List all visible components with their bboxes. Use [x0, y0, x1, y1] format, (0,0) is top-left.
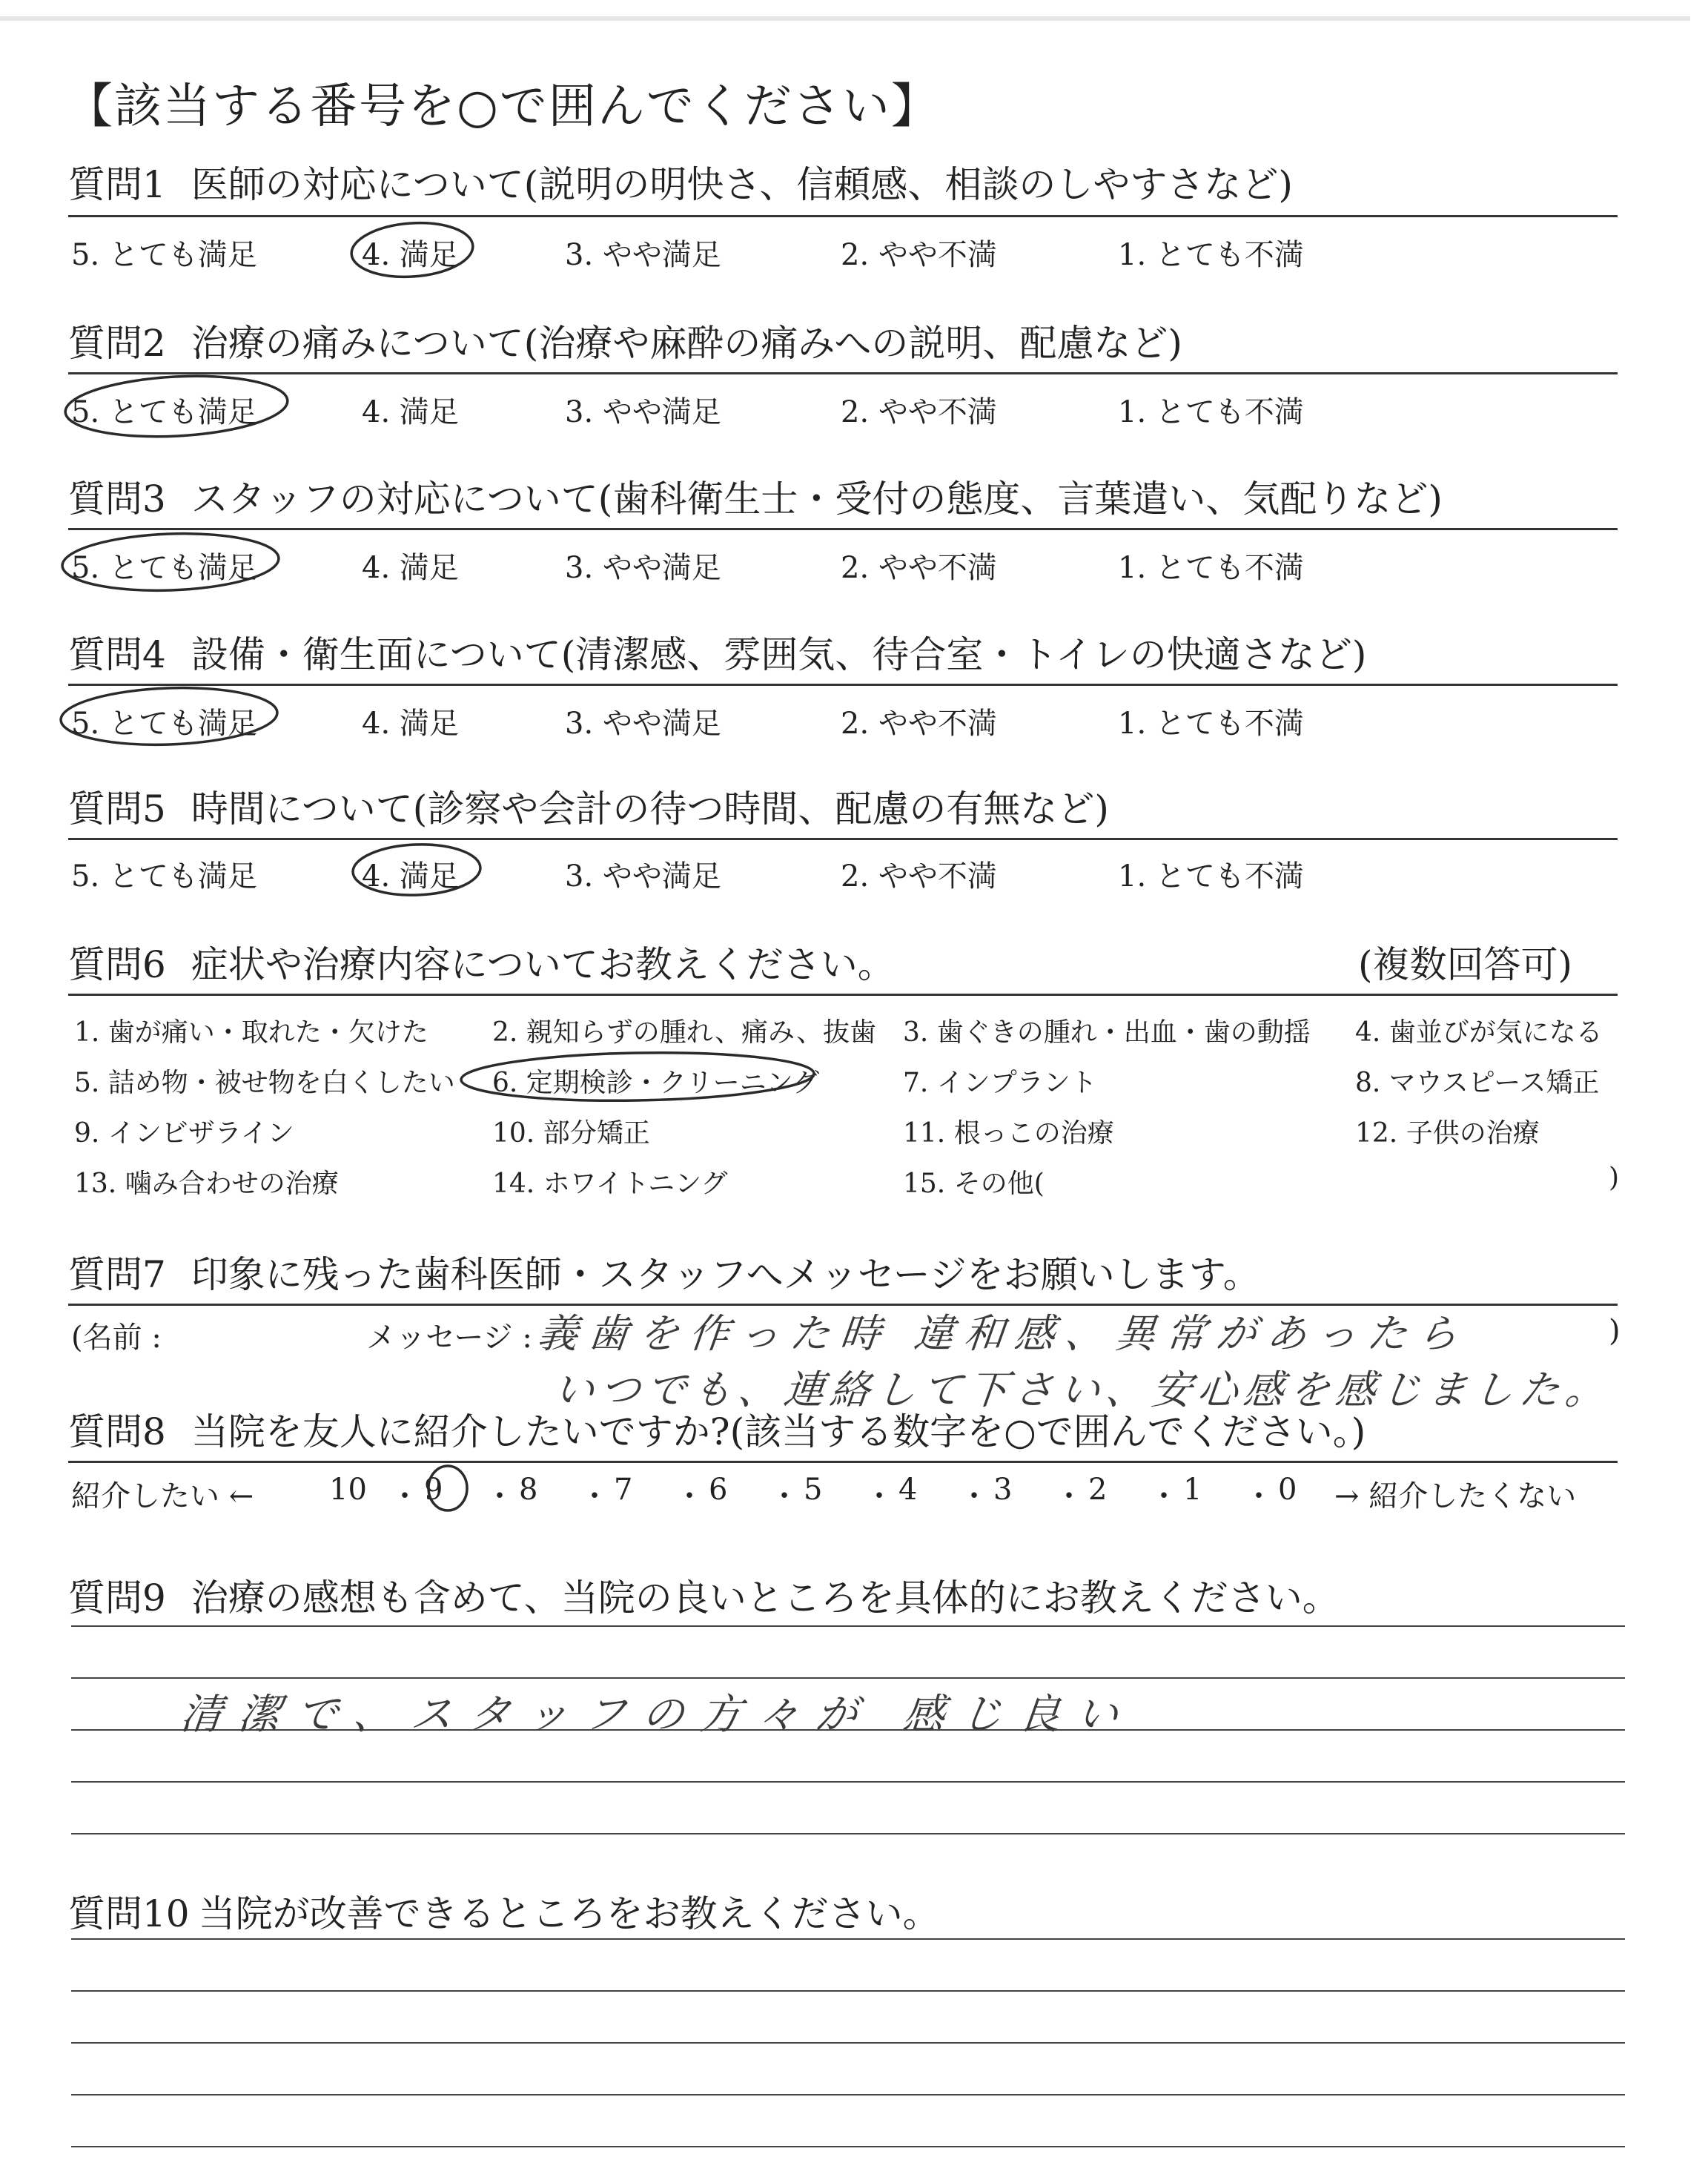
message-label: メッセージ :: [366, 1321, 532, 1355]
recommend-label: 紹介したい ←: [71, 1479, 254, 1513]
scale-value-9[interactable]: 9: [424, 1473, 443, 1507]
question-text: スタッフの対応について(歯科衛生士・受付の態度、言葉遣い、気配りなど): [191, 478, 1443, 521]
option-3[interactable]: 3. やや満足: [565, 238, 721, 272]
writing-line: [71, 1781, 1625, 1783]
writing-line: [71, 1625, 1625, 1627]
option-5[interactable]: 5. とても満足: [71, 859, 257, 894]
handwritten-message-line-1: 義歯を作った時 違和感、異常があったら: [535, 1310, 1471, 1357]
question-2: [68, 322, 1182, 365]
divider: [68, 1461, 1618, 1463]
question-text: 症状や治療内容についてお教えください。: [191, 943, 895, 986]
writing-line: [71, 2146, 1625, 2147]
scale-value-8[interactable]: 8: [519, 1473, 538, 1507]
option-other[interactable]: 15. その他(: [903, 1169, 1045, 1199]
top-border: [0, 16, 1690, 21]
option-3[interactable]: 3. やや満足: [565, 707, 721, 741]
option-1[interactable]: 1. とても不満: [1118, 707, 1304, 741]
scale-value-7[interactable]: 7: [614, 1473, 633, 1507]
scale-separator-dot: ・: [769, 1479, 799, 1513]
option-3[interactable]: 3. やや満足: [565, 859, 721, 894]
question-label: 質問3: [68, 478, 166, 521]
option-1[interactable]: 1. とても不満: [1118, 551, 1304, 585]
option-1[interactable]: 1. とても不満: [1118, 859, 1304, 894]
divider: [68, 528, 1618, 530]
writing-line: [71, 1677, 1625, 1679]
writing-line: [71, 1833, 1625, 1834]
question-text: 治療の痛みについて(治療や麻酔の痛みへの説明、配慮など): [191, 322, 1182, 365]
scale-value-4[interactable]: 4: [898, 1473, 918, 1507]
option-gum[interactable]: 3. 歯ぐきの腫れ・出血・歯の動揺: [903, 1017, 1311, 1048]
option-2[interactable]: 2. やや不満: [841, 707, 997, 741]
writing-line: [71, 2094, 1625, 2095]
scale-separator-dot: ・: [485, 1479, 514, 1513]
question-6: [68, 943, 895, 986]
question-label: 質問4: [68, 633, 166, 676]
option-2[interactable]: 2. やや不満: [841, 238, 997, 272]
option-5[interactable]: 5. とても満足: [71, 551, 257, 585]
option-4[interactable]: 4. 満足: [362, 859, 459, 894]
option-whitening[interactable]: 14. ホワイトニング: [492, 1169, 728, 1199]
scale-separator-dot: ・: [864, 1479, 894, 1513]
divider: [68, 684, 1618, 686]
name-label: (名前 :: [71, 1321, 162, 1355]
scale-separator-dot: ・: [959, 1479, 989, 1513]
option-wisdom-tooth[interactable]: 2. 親知らずの腫れ、痛み、抜歯: [492, 1017, 877, 1048]
question-label: 質問8: [68, 1410, 166, 1453]
scale-value-6[interactable]: 6: [709, 1473, 728, 1507]
option-white-fillings[interactable]: 5. 詰め物・被せ物を白くしたい: [74, 1068, 455, 1098]
question-7: [68, 1253, 1260, 1296]
scale-value-1[interactable]: 1: [1183, 1473, 1202, 1507]
question-text: 印象に残った歯科医師・スタッフへメッセージをお願いします。: [191, 1253, 1260, 1296]
scale-value-3[interactable]: 3: [993, 1473, 1013, 1507]
scale-separator-dot: ・: [580, 1479, 609, 1513]
message-close-paren: ): [1609, 1314, 1621, 1348]
handwritten-good-points: 清潔で、スタッフの方々が 感じ良い: [178, 1691, 1137, 1739]
option-4[interactable]: 4. 満足: [362, 551, 459, 585]
option-3[interactable]: 3. やや満足: [565, 551, 721, 585]
writing-line: [71, 1938, 1625, 1940]
question-label: 質問10: [68, 1892, 190, 1935]
question-4: [68, 633, 1367, 676]
scale-value-5[interactable]: 5: [804, 1473, 823, 1507]
option-3[interactable]: 3. やや満足: [565, 395, 721, 429]
question-9: [68, 1576, 1340, 1619]
divider: [68, 994, 1618, 996]
writing-line: [71, 2042, 1625, 2044]
question-1: [68, 163, 1293, 206]
scale-separator-dot: ・: [1244, 1479, 1274, 1513]
option-pediatric[interactable]: 12. 子供の治療: [1355, 1118, 1540, 1149]
question-text: 設備・衛生面について(清潔感、雰囲気、待合室・トイレの快適さなど): [191, 633, 1367, 676]
scale-separator-dot: ・: [675, 1479, 704, 1513]
question-label: 質問6: [68, 943, 166, 986]
scale-value-0[interactable]: 0: [1278, 1473, 1297, 1507]
option-5[interactable]: 5. とても満足: [71, 707, 257, 741]
question-3: [68, 478, 1443, 521]
option-toothache[interactable]: 1. 歯が痛い・取れた・欠けた: [74, 1017, 428, 1048]
option-1[interactable]: 1. とても不満: [1118, 395, 1304, 429]
scale-value-2[interactable]: 2: [1088, 1473, 1108, 1507]
option-checkup-cleaning[interactable]: 6. 定期検診・クリーニング: [492, 1068, 820, 1098]
option-root-canal[interactable]: 11. 根っこの治療: [903, 1118, 1114, 1149]
option-4[interactable]: 4. 満足: [362, 395, 459, 429]
question-5: [68, 787, 1109, 830]
question-label: 質問5: [68, 787, 166, 830]
question-text: 時間について(診察や会計の待つ時間、配慮の有無など): [191, 787, 1109, 830]
form-title: 【該当する番号を○で囲んでください】: [65, 79, 940, 134]
question-text: 医師の対応について(説明の明快さ、信頼感、相談のしやすさなど): [191, 163, 1293, 206]
option-1[interactable]: 1. とても不満: [1118, 238, 1304, 272]
scale-separator-dot: ・: [1054, 1479, 1084, 1513]
writing-line: [71, 1990, 1625, 1992]
option-5[interactable]: 5. とても満足: [71, 238, 257, 272]
divider: [68, 372, 1618, 374]
option-mouthpiece[interactable]: 8. マウスピース矯正: [1355, 1068, 1600, 1098]
question-8: [68, 1410, 1366, 1453]
question-10: [68, 1892, 940, 1935]
question-label: 質問1: [68, 163, 166, 206]
handwritten-message-line-2: いつでも、連絡して下さい、安心感を感じました。: [552, 1367, 1614, 1413]
option-other-close: ): [1609, 1163, 1620, 1193]
option-5[interactable]: 5. とても満足: [71, 395, 257, 429]
question-text: 治療の感想も含めて、当院の良いところを具体的にお教えください。: [191, 1576, 1340, 1619]
option-2[interactable]: 2. やや不満: [841, 395, 997, 429]
question-label: 質問7: [68, 1253, 166, 1296]
scale-value-10[interactable]: 10: [329, 1473, 367, 1507]
option-invisalign[interactable]: 9. インビザライン: [74, 1118, 294, 1149]
option-partial-ortho[interactable]: 10. 部分矯正: [492, 1118, 650, 1149]
not-recommend-label: → 紹介したくない: [1334, 1479, 1577, 1513]
option-bite[interactable]: 13. 噛み合わせの治療: [74, 1169, 339, 1199]
option-2[interactable]: 2. やや不満: [841, 551, 997, 585]
scale-separator-dot: ・: [1149, 1479, 1179, 1513]
question-label: 質問9: [68, 1576, 166, 1619]
divider: [68, 838, 1618, 840]
option-implant[interactable]: 7. インプラント: [903, 1068, 1097, 1098]
option-2[interactable]: 2. やや不満: [841, 859, 997, 894]
question-text: 当院を友人に紹介したいですか?(該当する数字を○で囲んでください。): [191, 1410, 1366, 1453]
question-text: 当院が改善できるところをお教えください。: [198, 1892, 940, 1935]
option-alignment[interactable]: 4. 歯並びが気になる: [1355, 1017, 1603, 1048]
multiple-answer-note: (複数回答可): [1358, 943, 1573, 986]
option-4[interactable]: 4. 満足: [362, 707, 459, 741]
question-label: 質問2: [68, 322, 166, 365]
divider: [68, 215, 1618, 217]
scale-separator-dot: ・: [390, 1479, 420, 1513]
option-4[interactable]: 4. 満足: [362, 238, 459, 272]
